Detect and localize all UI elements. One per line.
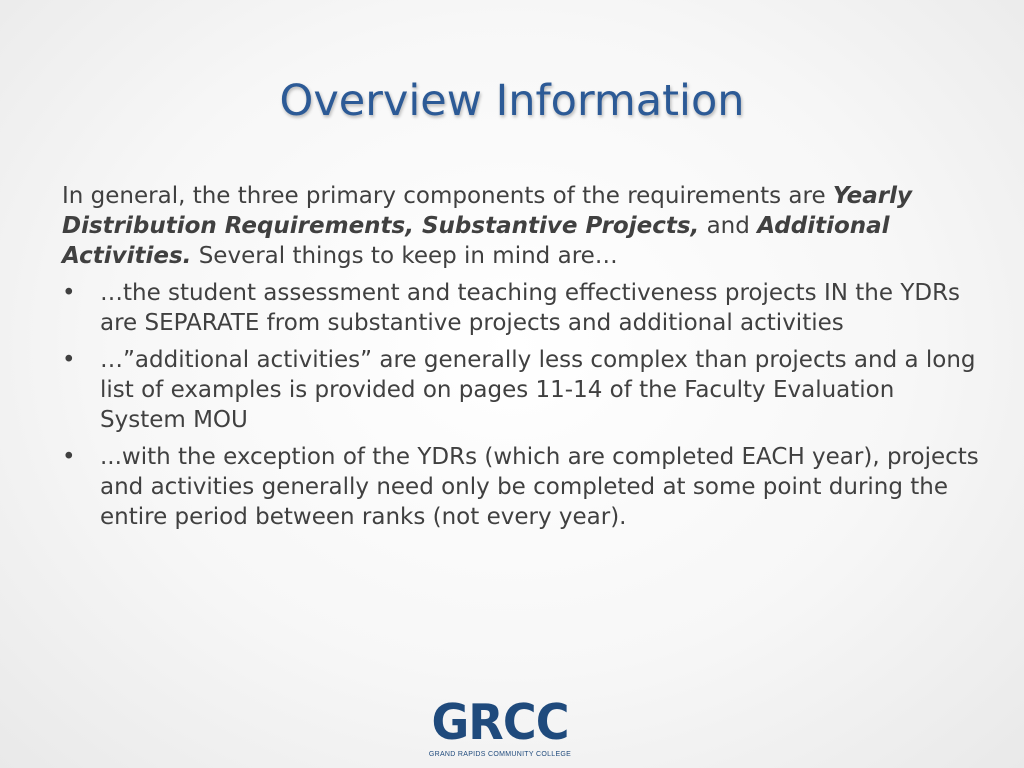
bullet-list xyxy=(62,278,982,532)
bullet-item xyxy=(62,345,982,435)
bullet-item xyxy=(62,278,982,338)
bullet-icon: • xyxy=(62,347,76,373)
bullet-text: …the student assessment and teaching effectiveness projects IN the YDRs are SEPARATE from substantive projects and additional activities xyxy=(100,280,961,336)
intro-tail-text: Several things to keep in mind are… xyxy=(191,243,618,269)
intro-emphasis-activities: Additional Activities. xyxy=(62,213,890,269)
bullet-item xyxy=(62,442,982,532)
bullet-text: …”additional activities” are generally less complex than projects and a long list of examples is provided on pages 11-14 of the Faculty Evaluation System MOU xyxy=(100,347,976,433)
bullet-icon: • xyxy=(62,280,76,306)
logo-subtitle: GRAND RAPIDS COMMUNITY COLLEGE xyxy=(428,751,572,758)
slide-title: Overview Information xyxy=(279,76,745,126)
slide-body xyxy=(62,181,982,539)
intro-paragraph xyxy=(62,181,982,271)
grcc-logo xyxy=(418,694,582,762)
intro-emphasis-components: Yearly Distribution Requirements, Substantive Projects, xyxy=(62,183,912,239)
intro-connector-text: and xyxy=(699,213,758,239)
intro-lead-text: In general, the three primary components of the requirements are xyxy=(62,183,833,209)
logo-wordmark: GRCC xyxy=(431,694,569,751)
bullet-icon: • xyxy=(62,444,76,470)
bullet-text: ...with the exception of the YDRs (which are completed EACH year), projects and activities generally need only be completed at some point during the entire period between ranks (not every year). xyxy=(100,444,979,530)
